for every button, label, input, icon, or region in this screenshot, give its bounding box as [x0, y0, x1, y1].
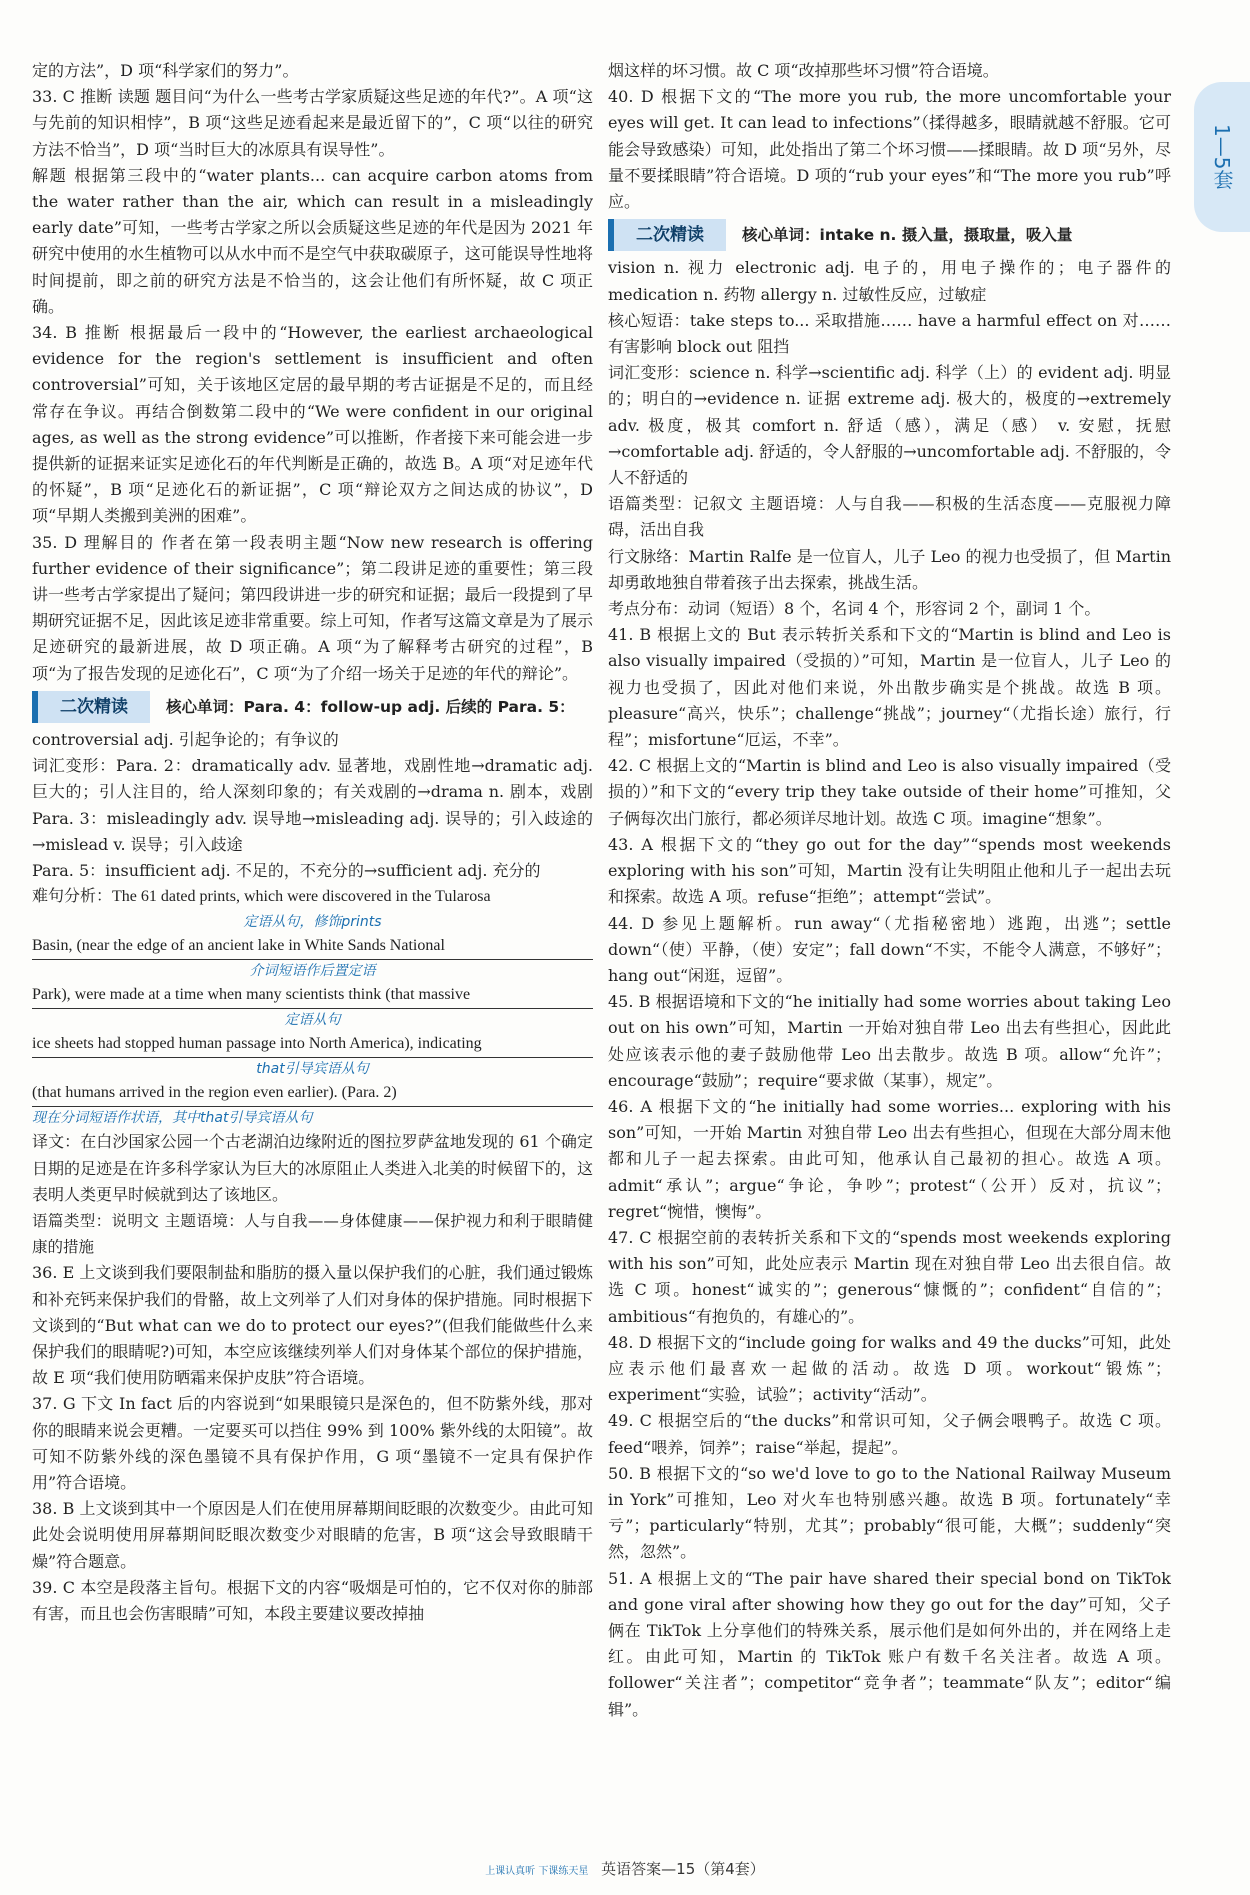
word-forms-para5: Para. 5：insufficient adj. 不足的，不充分的→sufficient adj. 充分的	[32, 861, 541, 881]
answer-38: 38. B 上文谈到其中一个原因是人们在使用屏幕期间眨眼的次数变少。由此可知此处会说明使用屏幕期间眨眼次数变少对眼睛的危害，B 项“这会导致眼睛干燥”符合题意。	[32, 1499, 593, 1571]
answer-44: 44. D 参见上题解析。run away“（尤指秘密地）逃跑，出逃”；settle down“（使）平静，（使）安定”；fall down“不实，不能令人满意，不够好”；hang out“闲逛，逗留”。	[608, 913, 1171, 985]
word-forms-left: 词汇变形：Para. 2：dramatically adv. 显著地，戏剧性地→dramatic adj. 巨大的；引人注目的，给人深刻印象的；有关戏剧的→drama n. 剧本，戏剧 Para. 3：misleadingly adv. 误导地→misleading adj. 误导的；引入歧途的→mislead v. 误导；引入歧途	[32, 756, 593, 854]
answer-33-solution: 解题 根据第三段中的“water plants... can acquire carbon atoms from the water rather than the air, which can result in a misleadingly early date”可知，一些考古学家之所以会质疑这些足迹的年代是因为 2021 年研究中使用的水生植物可以从水中而不是空气中获取碳原子，这可能误导性地将时间提前，即之前的研究方法是不恰当的，这会让他们有所怀疑，故 C 项正确。	[32, 165, 593, 316]
word-forms-right: 词汇变形：science n. 科学→scientific adj. 科学（上）的 evident adj. 明显的；明白的→evidence n. 证据 extreme adj. 极大的，极度的→extremely adv. 极度，极其 comfort n. 舒适（感），满足（感） v. 安慰，抚慰→comfortable adj. 舒适的，令人舒服的→uncomfortable adj. 不舒服的，令人不舒适的	[608, 363, 1171, 488]
answer-45: 45. B 根据语境和下文的“he initially had some worries about taking Leo out on his own”可知，Martin 一开始对独自带 Leo 出去有些担心，因此此处应该表示他的妻子鼓励他带 Leo 出去散步。故选 B 项。allow“允许”；encourage“鼓励”；require“要求做（某事），规定”。	[608, 992, 1171, 1090]
passage-type-d: 语篇类型：记叙文 主题语境：人与自我——积极的生活态度——克服视力障碍，活出自我	[608, 494, 1171, 540]
passage-outline: 行文脉络：Martin Ralfe 是一位盲人，儿子 Leo 的视力也受损了，但 Martin 却勇敢地独自带着孩子出去探索，挑战生活。	[608, 546, 1171, 592]
section-side-tab: 1—5套	[1194, 82, 1250, 232]
answer-50: 50. B 根据下文的“so we'd love to go to the National Railway Museum in York”可推知，Leo 对火车也特别感兴趣。故选 B 项。fortunately“幸亏”；particularly“特别，尤其”；probably“很可能，大概”；suddenly“突然，忽然”。	[608, 1463, 1171, 1562]
answer-33: 33. C 推断 读题 题目问“为什么一些考古学家质疑这些足迹的年代?”。A 项“这与先前的知识相悖”，B 项“这些足迹看起来是最近留下的”，C 项“以往的研究方法不恰当”，D 项“当时巨大的冰原具有误导性”。	[32, 87, 593, 159]
second-reading-header	[32, 691, 593, 723]
answer-32-tail: 定的方法”，D 项“科学家们的努力”。	[32, 61, 299, 80]
answer-47: 47. C 根据空前的表转折关系和下文的“spends most weekends exploring with his son”可知，此处应表示 Martin 现在对独自带 Leo 出去很自信。故选 C 项。honest“诚实的”；generous“慷慨的”；confident“自信的”；ambitious“有抱负的，有雄心的”。	[608, 1227, 1171, 1326]
second-reading-badge-right: 二次精读	[608, 219, 726, 251]
answer-35: 35. D 理解目的 作者在第一段表明主题“Now new research is offering further evidence of their significance”；第二段讲足迹的重要性；第三段讲一些考古学家提出了疑问；第四段讲进一步的研究和证据；最后一段提到了早期研究证据不足，因此该足迹非常重要。综上可知，作者写这篇文章是为了展示足迹研究的最新进展，故 D 项正确。A 项“为了解释考古研究的过程”，B 项“为了报告发现的足迹化石”，C 项“为了介绍一场关于足迹的年代的辩论”。	[32, 532, 593, 683]
grammar-note-4: that引导宾语从句	[256, 1061, 369, 1078]
answer-48: 48. D 根据下文的“include going for walks and 49 the ducks”可知，此处应表示他们最喜欢一起做的活动。故选 D 项。workout“锻炼”；experiment“实验，试验”；activity“活动”。	[608, 1332, 1171, 1405]
answer-43: 43. A 根据下文的“they go out for the day”“spends most weekends exploring with his son”可知，Martin 没有让失明阻止他和儿子一起出去玩和探索。故选 A 项。refuse“拒绝”；attempt“尝试”。	[608, 834, 1171, 907]
core-words-right: 核心单词：intake n. 摄入量，摄取量，吸入量	[742, 226, 1073, 245]
second-reading-header-right	[608, 219, 1171, 251]
translation: 译文：在白沙国家公园一个古老湖泊边缘附近的图拉罗萨盆地发现的 61 个确定日期的足迹是在许多科学家认为巨大的冰原阻止人类进入北美的时候留下的，这表明人类更早时候就到达了该地区。	[32, 1132, 593, 1204]
vocab-controversial: controversial adj. 引起争论的；有争议的	[32, 730, 339, 750]
answer-46: 46. A 根据下文的“he initially had some worries... exploring with his son”可知，一开始 Martin 对独自带 Leo 出去有些担心，但现在大部分周末他都和儿子一起去探索。由此可知，他承认自己最初的担心。故选 A 项。admit“承认”；argue“争论，争吵”；protest“（公开）反对，抗议”；regret“惋惜，懊悔”。	[608, 1096, 1171, 1221]
answer-49: 49. C 根据空后的“the ducks”和常识可知，父子俩会喂鸭子。故选 C 项。feed“喂养，饲养”；raise“举起，提起”。	[608, 1411, 1171, 1457]
answer-39-tail: 烟这样的坏习惯。故 C 项“改掉那些坏习惯”符合语境。	[608, 61, 999, 80]
vocab-list: vision n. 视力 electronic adj. 电子的，用电子操作的；电子器件的 medication n. 药物 allergy n. 过敏性反应，过敏症	[608, 258, 1171, 304]
difficult-sentence-line3: Park), were made at a time when many scientists think (that massive	[32, 982, 593, 1009]
answer-42: 42. C 根据上文的“Martin is blind and Leo is also visually impaired（受损的）”和下文的“every trip they take outside of their home”可推知，父子俩每次出门旅行，都必须详尽地计划。故选 C 项。imagine“想象”。	[608, 756, 1171, 828]
answer-41: 41. B 根据上文的 But 表示转折关系和下文的“Martin is blind and Leo is also visually impaired（受损的）”可知，Martin 是一位盲人，儿子 Leo 的视力也受损了，因此对他们来说，外出散步确实是个挑战。故选 B 项。pleasure“高兴，快乐”；challenge“挑战”；journey“（尤指长途）旅行，行程”；misfortune“厄运，不幸”。	[608, 625, 1171, 750]
second-reading-badge: 二次精读	[32, 691, 150, 723]
left-column	[32, 58, 593, 1627]
passage-type-c: 语篇类型：说明文 主题语境：人与自我——身体健康——保护视力和利于眼睛健康的措施	[32, 1211, 593, 1257]
answer-34: 34. B 推断 根据最后一段中的“However, the earliest archaeological evidence for the region's settlement is insufficient and often controversial”可知，关于该地区定居的最早期的考古证据是不足的，而且经常存在争议。再结合倒数第二段中的“We were confident in our original ages, as well as the strong evidence”可以推断，作者接下来可能会进一步提供新的证据来证实足迹化石的年代判断是正确的，故选 B。A 项“对足迹年代的怀疑”，B 项“足迹化石的新证据”，C 项“辩论双方之间达成的协议”，D 项“早期人类搬到美洲的困难”。	[32, 323, 593, 526]
core-words-left: 核心单词：Para. 4：follow-up adj. 后续的 Para. 5：	[166, 697, 575, 716]
right-column	[608, 58, 1171, 1723]
answer-36: 36. E 上文谈到我们要限制盐和脂肪的摄入量以保护我们的心脏，我们通过锻炼和补充钙来保护我们的骨骼，故上文列举了人们对身体的保护措施。同时根据下文谈到的“But what can we do to protect our eyes?”(但我们能做些什么来保护我们的眼睛呢?)可知，本空应该继续列举人们对身体某个部位的保护措施，故 E 项“我们使用防晒霜来保护皮肤”符合语境。	[32, 1263, 593, 1388]
test-point-distribution: 考点分布：动词（短语）8 个，名词 4 个，形容词 2 个，副词 1 个。	[608, 599, 1101, 619]
answer-39: 39. C 本空是段落主旨句。根据下文的内容“吸烟是可怕的，它不仅对你的肺部有害，而且也会伤害眼睛”可知，本段主要建议要改掉抽	[32, 1577, 593, 1623]
grammar-note-3: 定语从句	[284, 1011, 341, 1028]
grammar-note-1: 定语从句，修饰prints	[243, 913, 382, 930]
publisher-logo: 上课认真听 下课练天星	[485, 1866, 589, 1877]
difficult-sentence-line1: 难句分析：The 61 dated prints, which were discovered in the Tularosa	[32, 888, 491, 906]
answer-51: 51. A 根据上文的“The pair have shared their special bond on TikTok and gone viral after showing how they go out for the day”可知，父子俩在 TikTok 上分享他们的特殊关系，展示他们是如何外出的，并在网络上走红。由此可知，Martin 的 TikTok 账户有数千名关注者。故选 A 项。follower“关注者”；competitor“竞争者”；teammate“队友”；editor“编辑”。	[608, 1568, 1171, 1719]
answer-40: 40. D 根据下文的“The more you rub, the more uncomfortable your eyes will get. It can lead to infections”（揉得越多，眼睛就越不舒服。它可能会导致感染）可知，此处指出了第二个坏习惯——揉眼睛。故 D 项“另外，尽量不要揉眼睛”符合语境。D 项的“rub your eyes”和“The more you rub”呼应。	[608, 87, 1171, 212]
answer-37: 37. G 下文 In fact 后的内容说到“如果眼镜只是深色的，但不防紫外线，那对你的眼睛来说会更糟。一定要买可以挡住 99% 到 100% 紫外线的太阳镜”。故可知不防紫外线的深色墨镜不具有保护作用，G 项“墨镜不一定具有保护作用”符合语境。	[32, 1394, 593, 1492]
grammar-note-2: 介词短语作后置定语	[249, 962, 376, 979]
difficult-sentence-line4: ice sheets had stopped human passage into North America), indicating	[32, 1031, 593, 1058]
page-footer	[0, 1858, 1250, 1879]
difficult-sentence-line2: Basin, (near the edge of an ancient lake in White Sands National	[32, 933, 593, 960]
grammar-note-5: 现在分词短语作状语，其中that引导宾语从句	[32, 1110, 313, 1127]
page-number: 英语答案—15（第4套）	[601, 1860, 765, 1878]
core-phrases: 核心短语：take steps to... 采取措施…… have a harmful effect on 对……有害影响 block out 阻挡	[608, 310, 1171, 357]
difficult-sentence-line5: (that humans arrived in the region even earlier). (Para. 2)	[32, 1080, 593, 1107]
